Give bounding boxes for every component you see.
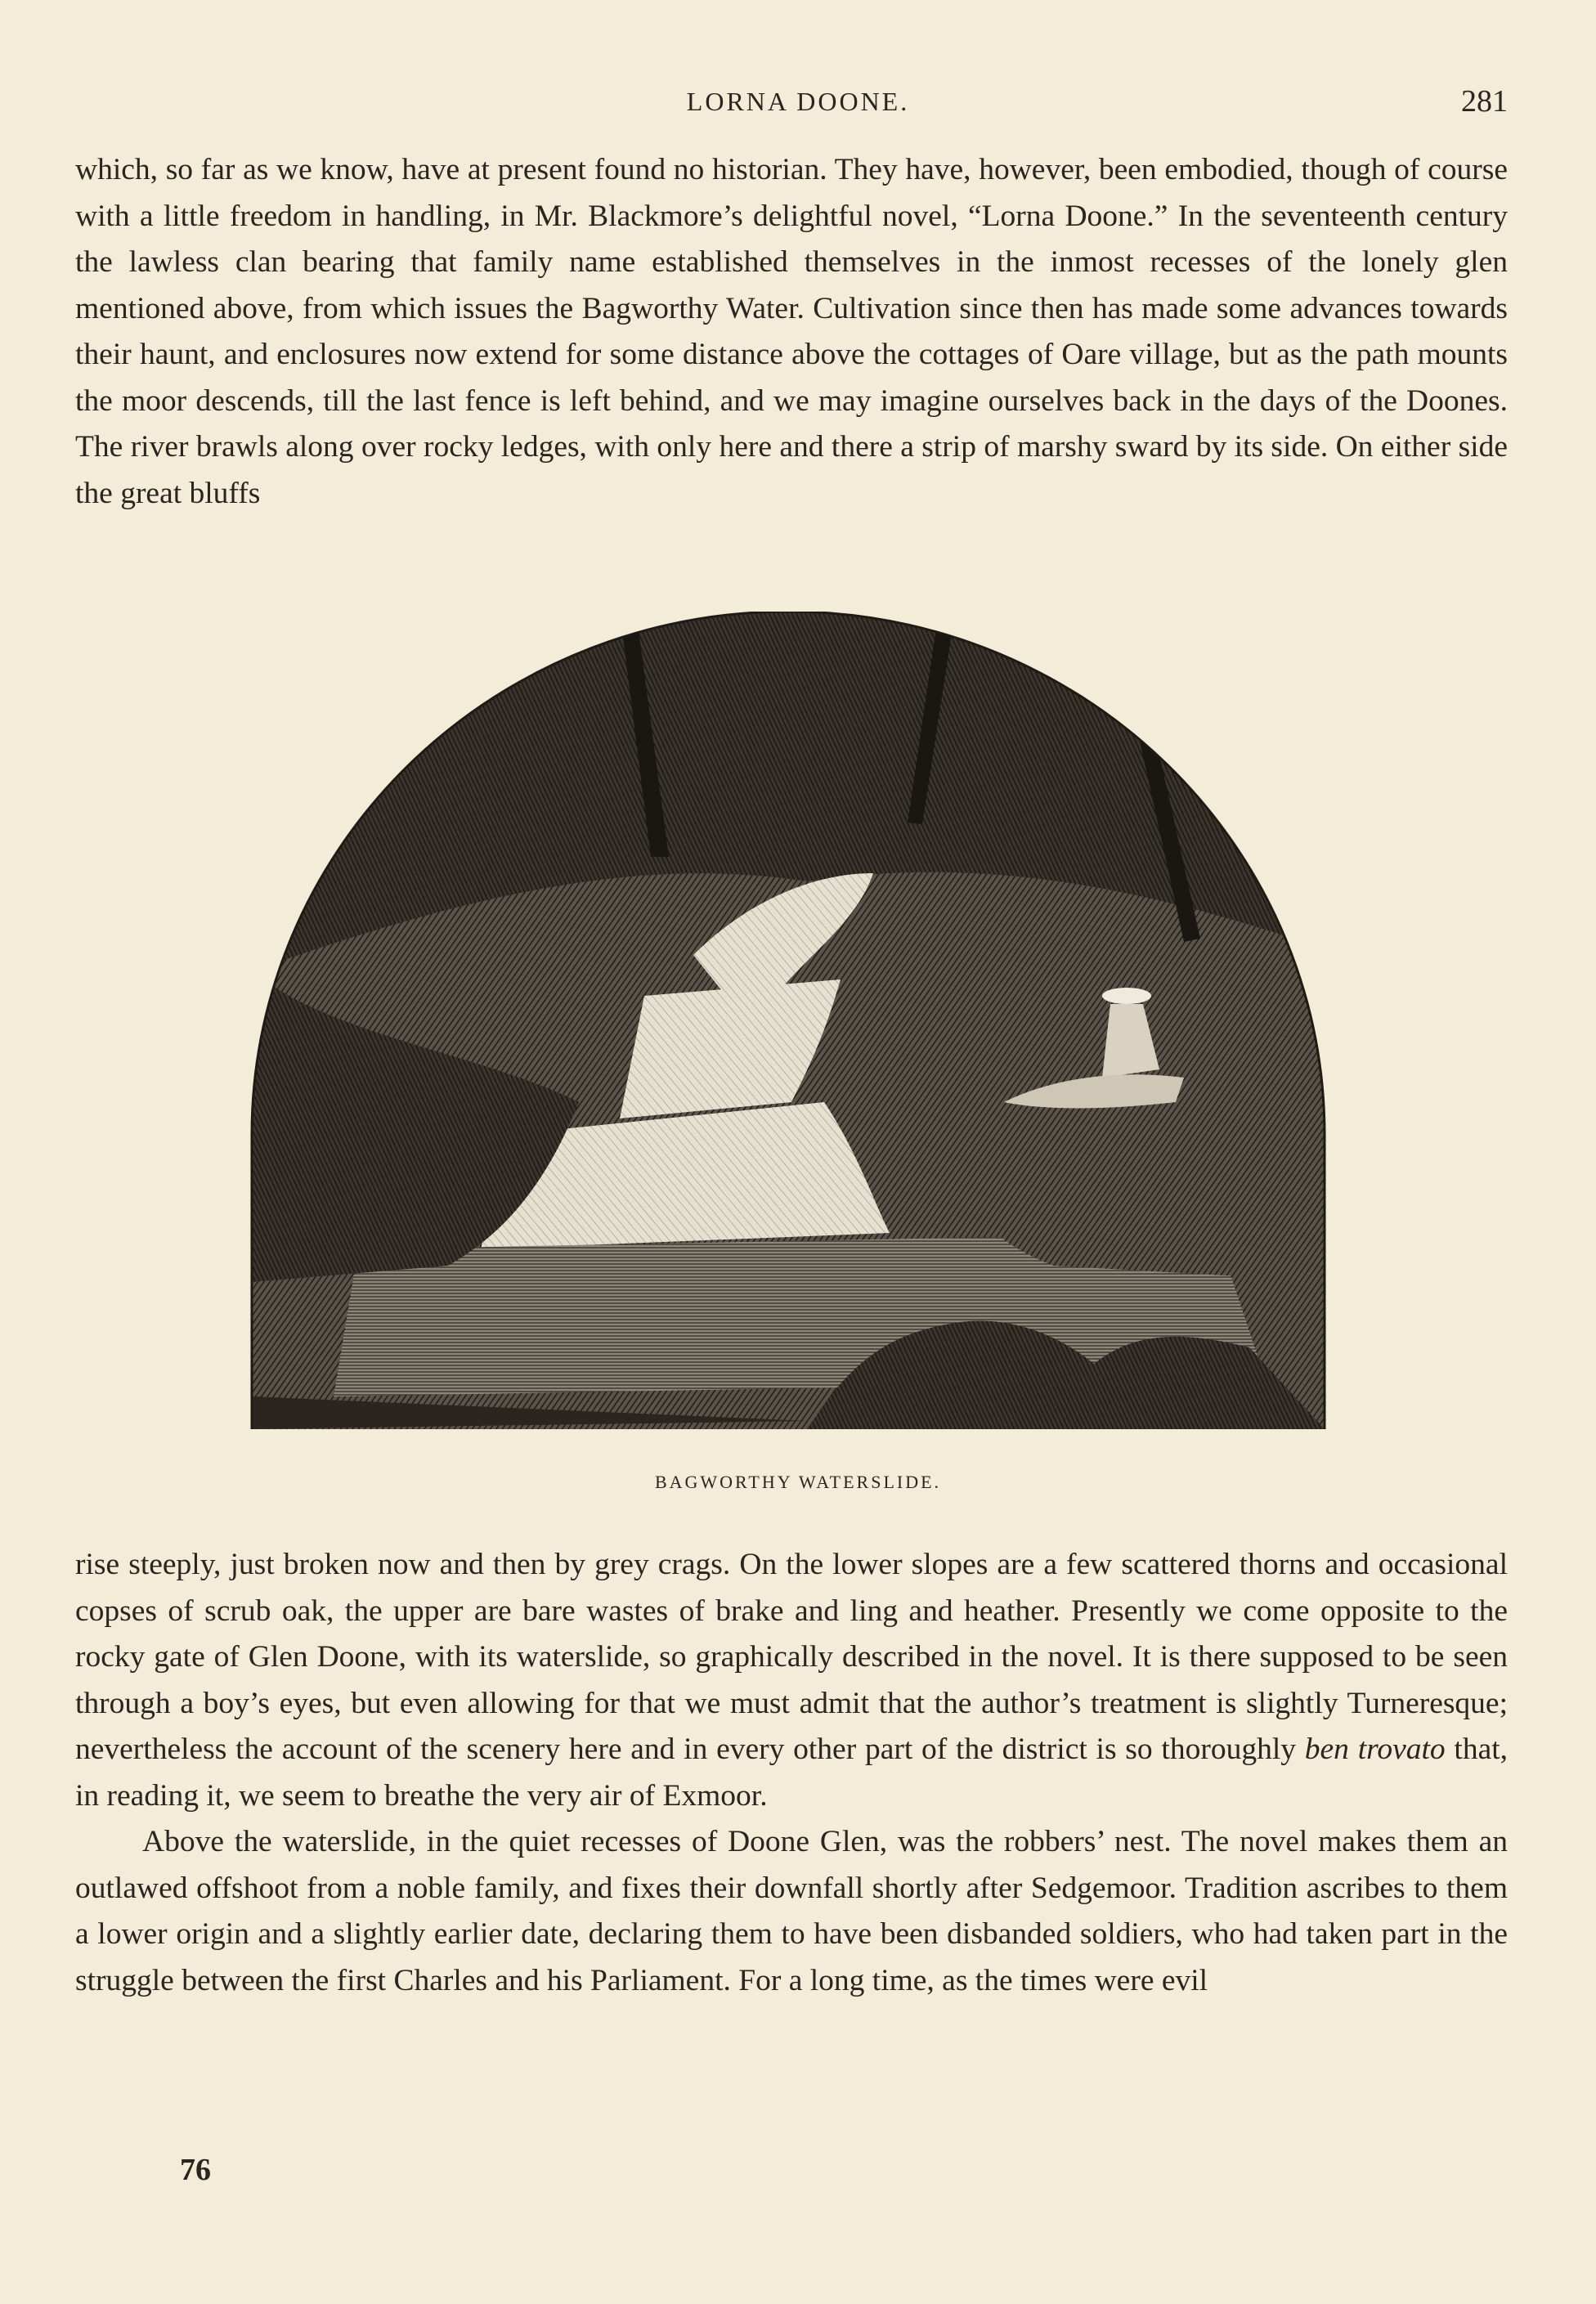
bottom-paragraph-1 xyxy=(75,1542,1508,1819)
bottom-text-block xyxy=(75,1542,1508,2004)
top-paragraph: which, so far as we know, have at present found no historian. They have, however, been embodied, though of course with a little freedom in handling, in Mr. Blackmore’s delightful novel, “Lorna Doone.” In the seventeenth century the lawless clan bearing that family name established themselves in the inmost recesses of the lonely glen mentioned above, from which issues the Bagworthy Water. Cultivation since then has made some advances towards their haunt, and enclosures now extend for some distance above the cottages of Oare village, but as the path mounts the moor descends, till the last fence is left behind, and we may imagine ourselves back in the days of the Doones. The river brawls along over rocky ledges, with only here and there a strip of marshy sward by its side. On either side the great bluffs xyxy=(75,153,1508,510)
page-number: 281 xyxy=(1461,84,1508,119)
figure-caption: BAGWORTHY WATERSLIDE. xyxy=(654,1472,942,1492)
running-title: LORNA DOONE. xyxy=(686,87,910,116)
signature-mark: 76 xyxy=(180,2153,211,2187)
engraving-illustration xyxy=(235,612,1341,1462)
italic-phrase: ben trovato xyxy=(1304,1732,1446,1766)
top-text-block xyxy=(75,147,1508,517)
running-head xyxy=(0,82,1596,123)
paragraph-1-start: rise steeply, just broken now and then by grey crags. On the lower slopes are a few scattered thorns and occasional copses of scrub oak, the upper are bare wastes of brake and ling and heather. Presently we come opposite to the rocky gate of Glen Doone, with its waterslide, so graphically described in the novel. It is there supposed to be seen through a boy’s eyes, but even allowing for that we must admit that the author’s treatment is slightly Turneresque; nevertheless the account of the scenery here and in every other part of the district is so thoroughly xyxy=(75,1548,1508,1766)
bottom-paragraph-2: Above the waterslide, in the quiet recesses of Doone Glen, was the robbers’ nest. The novel makes them an outlawed offshoot from a noble family, and fixes their downfall shortly after Sedgemoor. Tradition ascribes to them a lower origin and a slightly earlier date, declaring them to have been disbanded soldiers, who had taken part in the struggle between the first Charles and his Parliament. For a long time, as the times were evil xyxy=(75,1825,1508,1997)
paragraph-1-end: that, in reading it, we seem to breathe the very air of Exmoor. xyxy=(75,1732,1509,1813)
waterslide-engraving xyxy=(235,612,1341,1462)
